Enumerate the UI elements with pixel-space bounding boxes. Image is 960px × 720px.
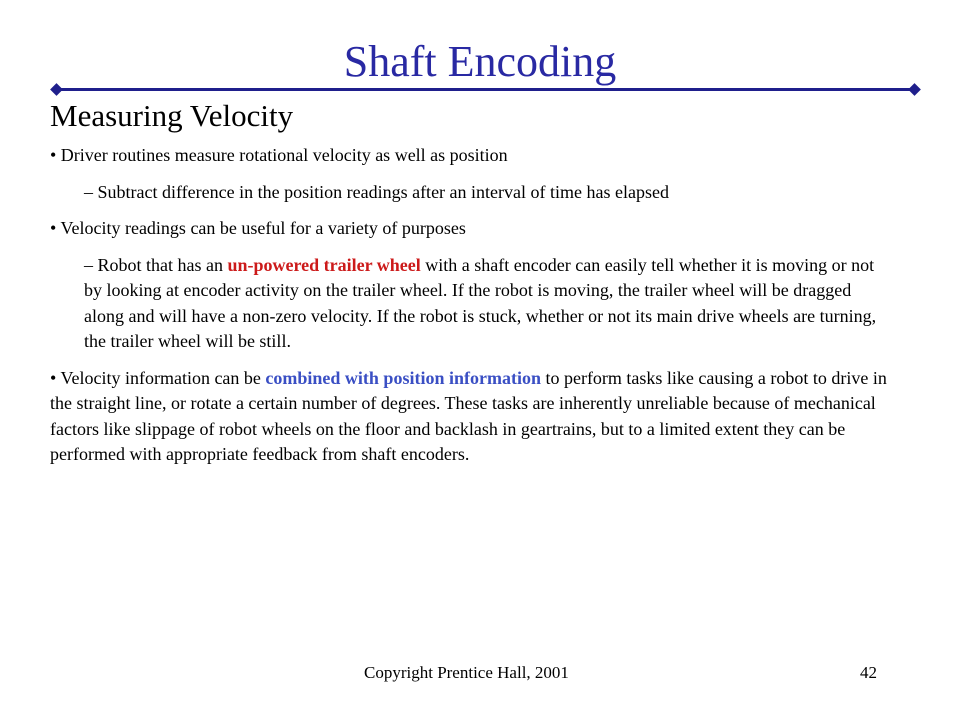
combined-position-highlight: combined with position information <box>265 367 541 388</box>
bullet-driver-routines: • Driver routines measure rotational velocity as well as position <box>50 145 508 165</box>
title-divider <box>56 88 914 91</box>
footer-page-number: 42 <box>860 663 877 682</box>
slide-body <box>50 143 890 479</box>
footer-copyright: Copyright Prentice Hall, 2001 <box>364 663 569 682</box>
velocity-info-text-start: • Velocity information can be <box>50 367 266 388</box>
sub-bullet-trailer-wheel <box>84 253 890 355</box>
slide-subtitle: Measuring Velocity <box>50 98 294 133</box>
trailer-wheel-highlight: un-powered trailer wheel <box>227 254 421 275</box>
bullet-velocity-readings: • Velocity readings can be useful for a variety of purposes <box>50 218 466 238</box>
velocity-info-text-end: to perform tasks like causing a robot to drive in the straight line, or rotate a certain number of degrees. These tasks are inherently unreliable because of mechanical factors like slippage of robot wheels on the floor and backlash in geartrains, but to a limited extent they can be performed with appropriate feedback from shaft encoders. <box>50 367 887 464</box>
trailer-text-end: with a shaft encoder can easily tell whether it is moving or not by looking at encoder activity on the trailer wheel. If the robot is moving, the trailer wheel will be dragged along and will have a non-zero velocity. If the robot is stuck, whether or not its main drive wheels are turning, the trailer wheel will be still. <box>84 254 877 351</box>
bullet-velocity-information <box>50 366 890 468</box>
trailer-text-start: – Robot that has an <box>84 254 228 275</box>
sub-bullet-subtract-difference: – Subtract difference in the position readings after an interval of time has elapsed <box>84 181 669 202</box>
slide-title: Shaft Encoding <box>343 37 617 86</box>
